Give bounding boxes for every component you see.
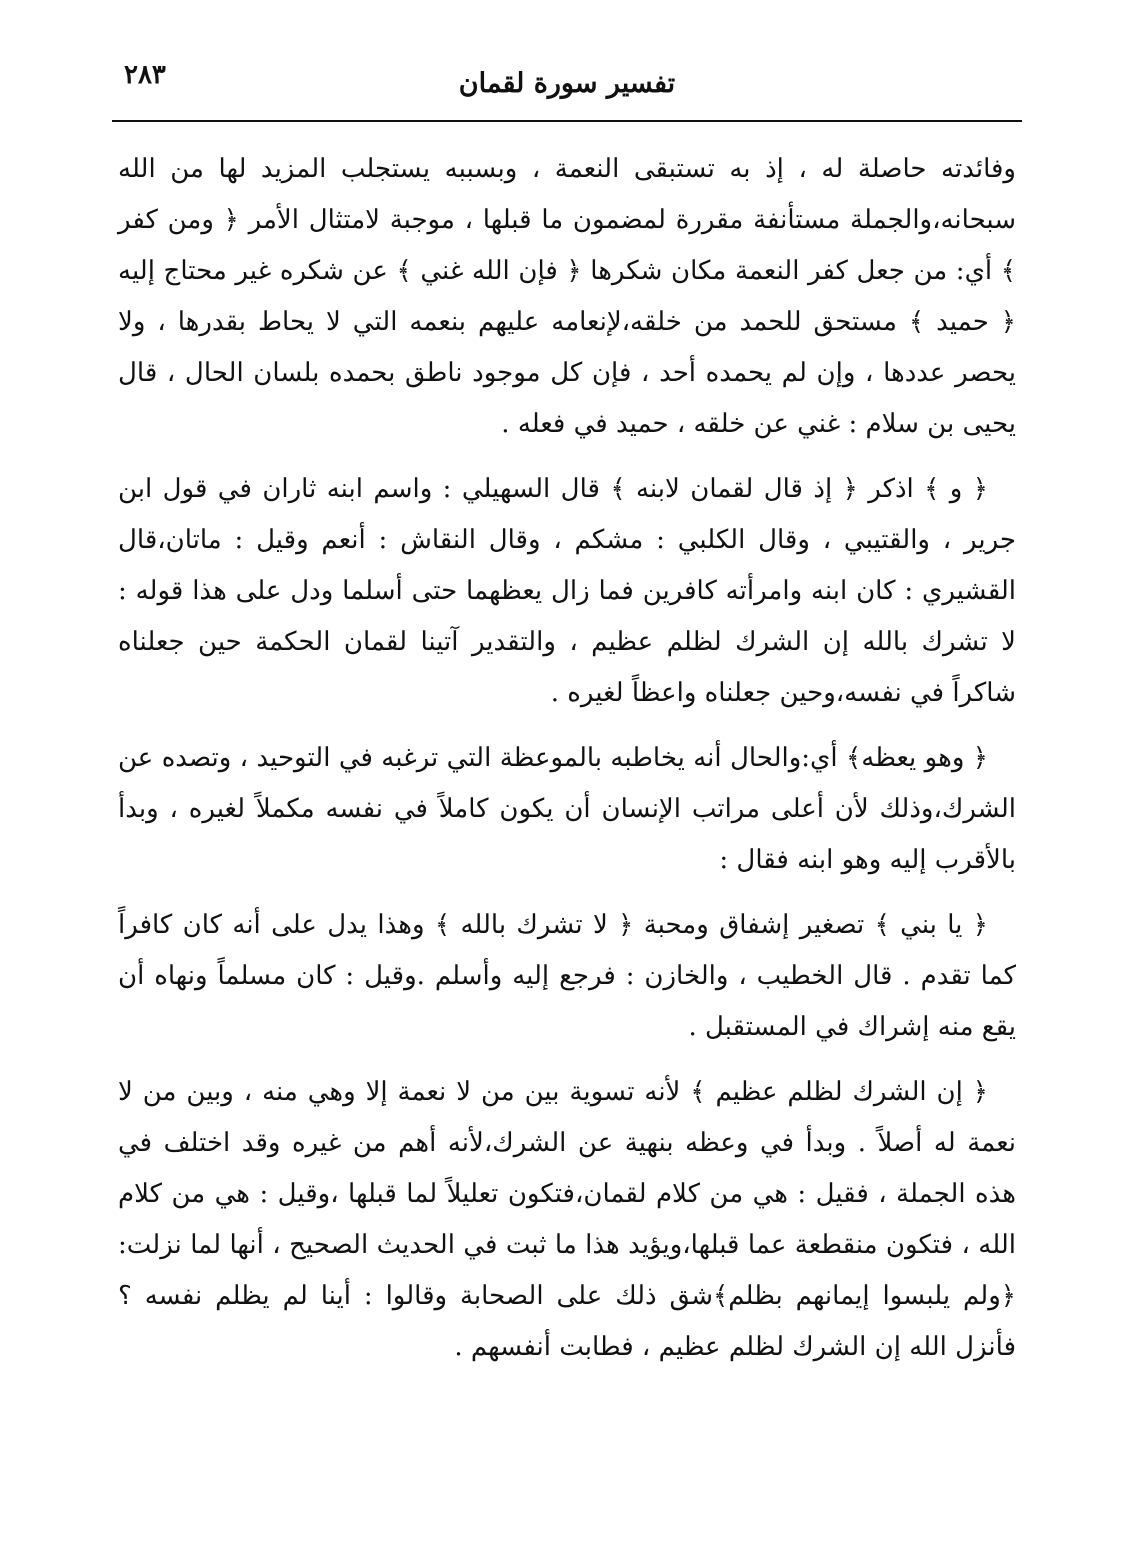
- page-header: [118, 40, 1016, 114]
- paragraph-2-text: ﴿ و ﴾ اذكر ﴿ إذ قال لقمان لابنه ﴾ قال السهيلي : واسم ابنه ثاران في قول ابن جرير ، والقتيبي ، وقال الكلبي : مشكم ، وقال النقاش : أنعم وقيل : ماتان،قال القشيري : كان ابنه وامرأته كافرين فما زال يعظهما حتى أسلما ودل على هذا قوله : لا تشرك بالله إن الشرك لظلم عظيم ، والتقدير آتينا لقمان الحكمة حين جعلناه شاكراً في نفسه،وحين جعلناه واعظاً لغيره .: [118, 474, 1016, 708]
- paragraph-4-text: ﴿ يا بني ﴾ تصغير إشفاق ومحبة ﴿ لا تشرك بالله ﴾ وهذا يدل على أنه كان كافراً كما تقدم . قال الخطيب ، والخازن : فرجع إليه وأسلم .وقيل : كان مسلماً ونهاه أن يقع منه إشراك في المستقبل .: [118, 910, 1016, 1042]
- paragraph-5: [118, 1067, 1016, 1373]
- book-page: [118, 40, 1016, 1520]
- page-title: تفسير سورة لقمان: [458, 68, 676, 99]
- paragraph-4: [118, 900, 1016, 1053]
- paragraph-3: [118, 733, 1016, 886]
- page-number: ٢٨٣: [124, 60, 166, 90]
- paragraph-2: [118, 464, 1016, 719]
- paragraph-5-text: ﴿ إن الشرك لظلم عظيم ﴾ لأنه تسوية بين من لا نعمة إلا وهي منه ، وبين من لا نعمة له أصلاً . وبدأ في وعظه بنهية عن الشرك،لأنه أهم من غيره وقد اختلف في هذه الجملة ، فقيل : هي من كلام لقمان،فتكون تعليلاً لما قبلها ،وقيل : هي من كلام الله ، فتكون منقطعة عما قبلها،ويؤيد هذا ما ثبت في الحديث الصحيح ، أنها لما نزلت: ﴿ولم يلبسوا إيمانهم بظلم﴾شق ذلك على الصحابة وقالوا : أينا لم يظلم نفسه ؟ فأنزل الله إن الشرك لظلم عظيم ، فطابت أنفسهم .: [118, 1077, 1016, 1362]
- paragraph-1: [118, 144, 1016, 450]
- paragraph-3-text: ﴿ وهو يعظه﴾ أي:والحال أنه يخاطبه بالموعظة التي ترغبه في التوحيد ، وتصده عن الشرك،وذلك لأن أعلى مراتب الإنسان أن يكون كاملاً في نفسه مكملاً لغيره ، وبدأ بالأقرب إليه وهو ابنه فقال :: [118, 743, 1016, 875]
- page-body: [118, 144, 1016, 1387]
- header-divider: [112, 120, 1022, 122]
- paragraph-1-text: وفائدته حاصلة له ، إذ به تستبقى النعمة ، وبسببه يستجلب المزيد لها من الله سبحانه،والجملة مستأنفة مقررة لمضمون ما قبلها ، موجبة لامتثال الأمر ﴿ ومن كفر ﴾ أي: من جعل كفر النعمة مكان شكرها ﴿ فإن الله غني ﴾ عن شكره غير محتاج إليه ﴿ حميد ﴾ مستحق للحمد من خلقه،لإنعامه عليهم بنعمه التي لا يحاط بقدرها ، ولا يحصر عددها ، وإن لم يحمده أحد ، فإن كل موجود ناطق بحمده بلسان الحال ، قال يحيى بن سلام : غني عن خلقه ، حميد في فعله .: [118, 154, 1016, 439]
